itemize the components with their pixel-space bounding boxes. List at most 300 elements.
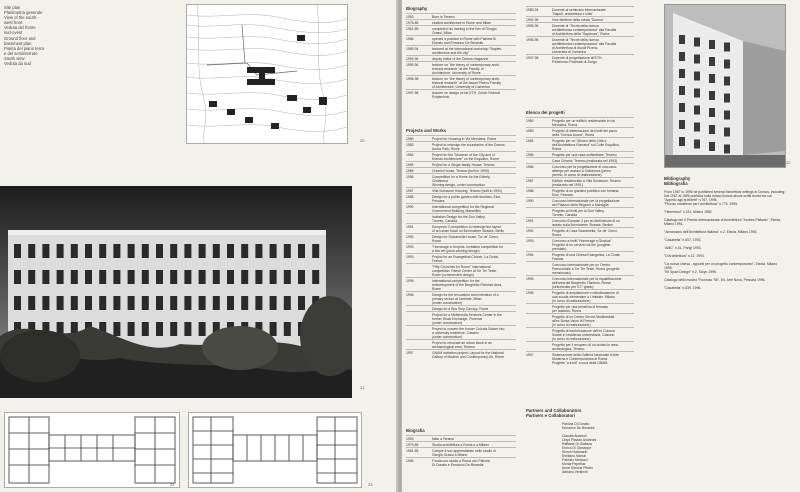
list-item-text: Compie il suo apprendistato nello studio di Giorgio Grassi a Milano [432, 448, 496, 457]
list-item [406, 25, 516, 35]
list-item [526, 137, 634, 151]
site-plan [186, 4, 348, 144]
list-item-text: Project for a Multimedia Services Center in the former Stock Exchange, Florence (under construction) [432, 312, 502, 325]
list-item [526, 22, 634, 36]
list-item [406, 45, 516, 55]
list-item [526, 197, 634, 207]
biography-list [406, 13, 516, 99]
list-item [406, 89, 516, 99]
list-item-text: Nato a Teramo [432, 436, 455, 441]
list-item-text: completed his training in the firm of Giorgio Grassi, Milan [432, 26, 497, 35]
list-item-year: 1981-85 [406, 448, 419, 453]
biografia-title: Biografia [406, 428, 425, 433]
list-item-text: Progetto per il recupero di un isolato in area archeologica, Teramo [552, 342, 618, 351]
building-window [71, 270, 78, 284]
building-window [42, 296, 49, 310]
list-item-text: Progetto per una pensilina di fermata per autobus, Roma [552, 304, 608, 313]
list-item-text: Project to redesign the boundaries of the Domus Aurea Park, Rome [432, 142, 505, 151]
building-photo [0, 186, 352, 398]
building-window [113, 270, 120, 284]
list-item-year: 1985 [406, 162, 414, 167]
partners-title: Partners and Collaborators Partners e Collaboratori [526, 408, 582, 418]
building-window [270, 270, 277, 284]
building-window [227, 296, 234, 310]
list-item-text: Progetto di sistemazione dei limiti del parco della "Domus Aurea", Roma [552, 128, 618, 137]
list-item [406, 243, 516, 253]
list-item-year: 1984 [406, 152, 414, 157]
building-window [99, 244, 106, 258]
list-item-text: Progetto di ampliamento e ristrutturazione di una scuola elementare a Limbiate, Milano (in corso di realizzazione) [552, 290, 619, 303]
list-item-year: 1997 [406, 350, 414, 355]
list-item [406, 61, 516, 75]
list-item-year: 1975-85 [406, 20, 419, 25]
italian-biography-list [526, 6, 634, 64]
list-item [406, 447, 516, 457]
list-item [526, 207, 634, 217]
caption-line: Site plan [4, 5, 21, 10]
building-window [694, 89, 700, 98]
list-item-text: Design for a public garden with fountain, Elce, Pescara [432, 194, 501, 203]
list-item [526, 351, 634, 365]
list-item [526, 237, 634, 251]
building-window [284, 244, 291, 258]
list-item-text: International competition for the redevelopment of the Borghetto Flaminio Area, Rome [432, 278, 503, 291]
building-window [724, 43, 730, 52]
list-item-text: Progetto per un edificio residenziale in via Merulana, Roma [552, 118, 615, 127]
list-item-text: Project for Housing in Via Merulana, Rome [432, 136, 497, 141]
building-window [709, 57, 715, 66]
building-window [99, 270, 106, 284]
building-window [57, 244, 64, 258]
list-item-text: lectured at the international workshop "Naples, architecture and the city" [432, 46, 502, 55]
list-item-year: 1980 [526, 118, 534, 123]
list-item-text: Concorso internazionale per la progettazione del Palazzo della Regione a Marsiglia [552, 198, 620, 207]
list-item-year: 1953 [406, 436, 414, 441]
building-window [99, 296, 106, 310]
list-item [406, 291, 516, 305]
list-item-text: Vice direttore della rivista "Domus" [552, 17, 604, 22]
building-window [184, 244, 191, 258]
list-item-year: 1997-98 [406, 90, 419, 95]
list-item-year: 1986 [406, 458, 414, 463]
list-item-text: Born in Teramo [432, 14, 455, 19]
building-window [284, 270, 291, 284]
building-window [128, 270, 135, 284]
building-window [85, 270, 92, 284]
figure-number-corner-photo: 22 [786, 160, 791, 165]
building-window [113, 322, 120, 336]
building-window [28, 244, 35, 258]
caption-line: Veduta del fronte [4, 25, 36, 31]
building-window [199, 296, 206, 310]
list-item-text: Progetto di una Chiesa Evangelica, La Ciotat, Francia [552, 252, 621, 261]
list-item-text: Concorso a inviti "Hommage a Gropius". Progetto di un servizio da thé (progetto premiato) [552, 238, 613, 251]
list-item-year: 1985 [526, 152, 534, 157]
right-page [402, 0, 800, 492]
building-window [255, 270, 262, 284]
list-item-year: 1992-96 [526, 17, 539, 22]
figure-captions [4, 5, 68, 66]
building-window [241, 244, 248, 258]
building-window [679, 86, 685, 95]
building-window [128, 244, 135, 258]
building-window [213, 296, 220, 310]
building-window [298, 270, 305, 284]
building-window [694, 106, 700, 115]
list-item-year: 1993 [406, 254, 414, 259]
list-item-text: Docente di "Teorie della ricerca architettonica contemporanea" alla Facoltà di Architettura della "Sapienza", Roma [552, 23, 617, 36]
building-window [71, 244, 78, 258]
building-window [213, 244, 220, 258]
list-item-year: 1989-94 [526, 7, 539, 12]
list-item-year: 1975-85 [406, 442, 419, 447]
building-window [724, 94, 730, 103]
list-item-year: 1986 [406, 174, 414, 179]
list-item-year: 1992 [406, 234, 414, 239]
building-corner-photo [664, 4, 786, 168]
building-window [170, 296, 177, 310]
biography-title: Biography [406, 6, 428, 11]
list-item [406, 35, 516, 45]
building-window [156, 296, 163, 310]
list-item-text: opened a practice in Rome with Patrizia Di Donato and Ermanno De Berardis [432, 36, 496, 45]
list-item-year: 1988 [406, 194, 414, 199]
building-window [709, 74, 715, 83]
caption-line: west front [4, 20, 23, 26]
list-item [526, 6, 634, 16]
list-item-year: 1995 [526, 276, 534, 281]
building-window [241, 296, 248, 310]
partner-name: Claudia Andreoli [562, 434, 587, 438]
building-window [255, 296, 262, 310]
list-item-year: 1988 [526, 188, 534, 193]
building-window [199, 270, 206, 284]
building-window [270, 322, 277, 336]
building-window [142, 244, 149, 258]
building-window [679, 69, 685, 78]
partner-name: Enrico Di Giuseppe [562, 446, 592, 450]
building-window [298, 244, 305, 258]
list-item-year: 1986 [406, 36, 414, 41]
list-item-year: 1994 [526, 252, 534, 257]
list-item [526, 261, 634, 275]
building-window [724, 111, 730, 120]
partner-name: Monia Pepetius [562, 462, 586, 466]
building-window [679, 137, 685, 146]
list-item-text: Concorso internazionale per la riqualificazione dell'area del Borghetto Flaminio, Roma (selezionato per il 2° grado) [552, 276, 622, 289]
building-window [14, 244, 21, 258]
list-item-text: Progetto di un giardino pubblico con fontana, Elce, Pescara [552, 188, 620, 197]
list-item-text: Progetto ad inviti per la Don Valley, Toronto, Canada [552, 208, 605, 217]
list-item [406, 193, 516, 203]
list-item [406, 311, 516, 325]
list-item-text: Project for an Evangelical Church, La Ciotat, France [432, 254, 499, 263]
list-item-text: lecturer on "the theory of contemporary archi- tectural research" at the Ascoli Piceno Faculty of Architecture, University of Camerino [432, 76, 501, 89]
list-item-year: 1996-98 [406, 76, 419, 81]
list-item-year: 1996-98 [526, 37, 539, 42]
ground-floor-plan [4, 412, 180, 488]
list-item-year: 1996 [406, 292, 414, 297]
building-photo-image [0, 186, 352, 398]
list-item-year: 1989-94 [406, 46, 419, 51]
list-item-year: 1981-85 [406, 26, 419, 31]
partner-name: Fabrizio Mariozzi [562, 458, 588, 462]
list-item-text: Design for the renovation and extension of a primary school at Limbiate, Milan (under construction) [432, 292, 499, 305]
list-item [406, 223, 516, 233]
building-window [128, 322, 135, 336]
building-window [156, 270, 163, 284]
building-window [709, 142, 715, 151]
list-item-year: 1984 [526, 138, 534, 143]
building-window [284, 296, 291, 310]
list-item [526, 127, 634, 137]
building-window [724, 77, 730, 86]
building-window [298, 296, 305, 310]
list-item [406, 277, 516, 291]
list-item [406, 263, 516, 277]
list-item [526, 313, 634, 327]
list-item-text: studied architecture in Rome and Milan [432, 20, 491, 25]
list-item-year: 1995 [406, 278, 414, 283]
building-window [142, 270, 149, 284]
list-item [526, 36, 634, 54]
building-window [85, 296, 92, 310]
list-item-year: 1980 [406, 136, 414, 141]
building-window [679, 52, 685, 61]
list-item-year: 1997-98 [526, 55, 539, 60]
building-window [142, 322, 149, 336]
list-item-text: deputy editor of the Domus magazine [432, 56, 489, 61]
list-item-year: 1987 [526, 178, 534, 183]
building-window [170, 270, 177, 284]
list-item-text: Project to convert the former Colonia Solare into a university residence, Cassino (under construction) [432, 326, 505, 339]
list-item-year: 1995-96 [406, 62, 419, 67]
building-window [241, 270, 248, 284]
list-item-text: Docente di progettazione all'ETH, Politecnico Federale di Zurigo [552, 55, 603, 64]
list-item-year: 1993 [526, 238, 534, 243]
partner-name: Lloyd Flavian Andreoni [562, 438, 597, 442]
building-window [14, 296, 21, 310]
caption-line: Ground floor and [4, 35, 36, 41]
building-window [694, 72, 700, 81]
building-window [42, 270, 49, 284]
list-item [526, 251, 634, 261]
list-item [406, 457, 516, 467]
list-item-text: Progetto di Casa Scaramella, Tor de' Cenci, Roma [552, 228, 618, 237]
caption-line: basement plan [4, 40, 32, 46]
projects-list [406, 135, 516, 359]
list-item-year: 1983 [406, 142, 414, 147]
list-item-year: 1986 [526, 164, 534, 169]
projects-title: Projects and Works [406, 128, 447, 133]
list-item [406, 75, 516, 89]
partner-name: Ermanno De Berardis [562, 426, 595, 430]
list-item-text: European 2 competition to redesign the layout of an urban block on Bornholmer Strasse, Berlin [432, 224, 505, 233]
ground-floor-plan-drawing [5, 413, 179, 487]
list-item [526, 341, 634, 351]
building-window [184, 322, 191, 336]
list-item [526, 177, 634, 187]
building-window [694, 38, 700, 47]
building-window [679, 35, 685, 44]
building-window [199, 322, 206, 336]
list-item [526, 54, 634, 64]
building-window [28, 270, 35, 284]
list-item-text: Invitation Design for the Don Valley, Toronto, Canada [432, 214, 486, 223]
building-window [113, 296, 120, 310]
building-window [255, 244, 262, 258]
list-item-text: Docente al seminario internazionale "Napoli, architettura e città" [552, 7, 606, 16]
building-window [57, 270, 64, 284]
list-item [526, 187, 634, 197]
list-item [406, 173, 516, 187]
building-window [213, 270, 220, 284]
basement-plan [188, 412, 362, 488]
building-window [156, 244, 163, 258]
list-item [406, 213, 516, 223]
list-item [406, 141, 516, 151]
list-item-year: 1990 [406, 204, 414, 209]
bibliography-text: From 1987 to 1996 he published several theoretical writings in Domus, including: Dal 1987 al 1996 pubblica sulla rivista Domus alcuni scritti teorici tra cui: "Appello agli architetti" n.767, 1995. "Piccolo manifesto per l'architettura" n.775, 1995. "Hinterland" n.231, Milano 1982. Catalogo del II Premio Internazionale di Architettura "Andrea Palladio", Electa, Milano 1991. "Almanacco dell'Architettura italiana" n.2, Electa, Milano 1993. "Casabella" n.607, 1993. "AMC" n.41, Parigi 1993. "D'Architettura" n.12, 1994. "La nuova chiesa - appunti per un progetto contemporaneo", Electa, Milano 1995. "50 Spazi Design" n.2, Tokyo 1996. Catalogo della mostra "Fuoriuso '96", Ed. Arte Nova, Pescara 1996. "Casabella" n.639, 1996. [664, 190, 786, 290]
list-item-text: Sistemazione della Galleria Nazionale d'Arte Moderna e Contemporanea di Roma. Progetto "a inviti" a cura della GNAM [552, 352, 619, 365]
list-item-year: 1983 [526, 128, 534, 133]
partner-name: Anne Simone Pfister [562, 466, 593, 470]
building-window [694, 123, 700, 132]
building-window [724, 60, 730, 69]
building-window [170, 244, 177, 258]
caption-line: View of the south- [4, 15, 38, 21]
building-window [156, 322, 163, 336]
building-window [227, 270, 234, 284]
figure-number-plan-b: 23 [368, 482, 373, 487]
list-item-text: Design for a Bus Stop Canopy, Rome [432, 306, 489, 311]
building-window [142, 296, 149, 310]
list-item-text: "Hommage a Gropius. Invitation competition for a low set (prize-winning design) [432, 244, 504, 253]
caption-line: Veduta da sud [4, 61, 31, 67]
building-window [270, 244, 277, 258]
figure-number-site-plan: 20 [360, 138, 365, 143]
list-item [526, 117, 634, 127]
list-item [406, 349, 516, 359]
building-window [227, 244, 234, 258]
list-item [526, 327, 634, 341]
building-window [270, 296, 277, 310]
list-item-year: 1995-96 [526, 23, 539, 28]
list-item-year: 1993 [406, 244, 414, 249]
elenco-list [526, 117, 634, 365]
list-item-year: 1991 [526, 218, 534, 223]
list-item-year: 1991 [406, 224, 414, 229]
building-window [57, 296, 64, 310]
list-item-text: Studia architettura a Roma e a Milano [432, 442, 489, 447]
partner-name: Raffaele Di Giallaca [562, 442, 592, 446]
building-window [184, 270, 191, 284]
building-window [85, 244, 92, 258]
list-item [526, 227, 634, 237]
list-item-text: Progetto di un Centro Servizi Multimediali all'ex Borsa Valori di Firenze (in corso di realizzazione) [552, 314, 615, 327]
list-item-year: 1990 [526, 198, 534, 203]
list-item-text: Design for Scaramella House, Tor de' Cenci, Rome [432, 234, 499, 243]
partner-name: Patrizia Di Donato [562, 422, 590, 426]
list-item-text: Villa Schiavoni Housing, Teramo (built in 1991) [432, 188, 502, 193]
list-item-text: Concorso per la progettazione di una casa- albergo per anziani a Civitanova (primo premio, in corso di realizzazione) [552, 164, 617, 177]
building-window [679, 120, 685, 129]
building-window [71, 296, 78, 310]
list-item-year: 1985 [406, 168, 414, 173]
list-item-text: Concorso internazionale per un Centro Parrocchiale a Tor Tre Teste, Roma (progetto menzionato) [552, 262, 620, 275]
building-window [128, 296, 135, 310]
list-item-year: 1953 [406, 14, 414, 19]
partner-name: Simon Hartmann [562, 450, 588, 454]
list-item [526, 289, 634, 303]
site-plan-drawing [187, 5, 347, 143]
partner-name: Adriano Ventimiri [562, 470, 588, 474]
list-item [406, 339, 516, 349]
list-item [526, 163, 634, 177]
figure-number-photo: 21 [360, 385, 365, 390]
list-item [406, 203, 516, 213]
list-item-text: Progetto di trasformazione dell'ex Colonia Solare in residenza universitaria, Cassino (in corso di realizzazione) [552, 328, 615, 341]
list-item-text: Concorso Europan 2 per la ridefinizione di un isolato sulla Bornholmer Strasse, Berlino [552, 218, 620, 227]
building-window [694, 55, 700, 64]
caption-line: Planimetria generale [4, 10, 43, 16]
list-item-text: lecturer on design at the ETH, Zurich Federal Polytechnic [432, 90, 500, 99]
list-item-year: 1987 [406, 188, 414, 193]
left-page [0, 0, 398, 492]
building-window [184, 296, 191, 310]
caption-line: South view [4, 55, 25, 61]
list-item-text: Progetto per una casa unifamiliare, Teramo [552, 152, 617, 157]
list-item [406, 253, 516, 263]
list-item-text: Progetto per un "Museo della Città e dell'Architettura Romana" sul Colle Esquilino, Roma [552, 138, 620, 151]
list-item-text: Project for the "Museum of the City and of Roman Architecture" on the Esquiline, Rome [432, 152, 499, 161]
list-item-text: Casa Chiarini, Teramo (realizzata nel 1993) [552, 158, 618, 163]
list-item [526, 303, 634, 313]
list-item-year: 1992 [526, 228, 534, 233]
list-item-text: International competition for the Regional Government Building, Marseilles [432, 204, 494, 213]
building-window [709, 108, 715, 117]
caption-line: sud-ovest [4, 30, 23, 36]
list-item [526, 275, 634, 289]
list-item-text: Docente di "Teorie della ricerca architettonica contemporanea" alla Facoltà di Architettura di Ascoli Piceno, Università di Camerino [552, 37, 617, 54]
building-window [170, 322, 177, 336]
building-window [42, 244, 49, 258]
partner-name: Emiliano Marozi [562, 454, 587, 458]
list-item-text: Fonda uno studio a Roma con Patrizia Di Donato e Ermanno De Berardis [432, 458, 490, 467]
building-window [312, 244, 319, 258]
caption-line: Pianta del piano terra [4, 45, 44, 51]
list-item-text: Edificio residenziale a Villa Schiavoni, Teramo (realizzato nel 1991) [552, 178, 621, 187]
list-item-text: Chiarini House, Teramo (built in 1993) [432, 168, 489, 173]
building-window [312, 270, 319, 284]
list-item-year: 1992-96 [406, 56, 419, 61]
list-item-text: lecturer on "the theory of contemporary archi- tectural research" at the Faculty of Architecture, University of Rome [432, 62, 501, 75]
building-window [679, 103, 685, 112]
list-item-text: Project to renovate an urban block in an archaeological area, Teramo [432, 340, 492, 349]
list-item [406, 233, 516, 243]
building-window [724, 128, 730, 137]
building-window [709, 125, 715, 134]
partners-list [562, 422, 632, 474]
list-item-year: 1996 [526, 290, 534, 295]
bibliography-title: Bibliography Bibliografia [664, 176, 691, 186]
building-window [709, 91, 715, 100]
building-window [284, 322, 291, 336]
building-corner-photo-image [665, 5, 785, 167]
caption-line: e del seminterrato [4, 50, 38, 56]
list-item [526, 217, 634, 227]
building-window [724, 145, 730, 154]
